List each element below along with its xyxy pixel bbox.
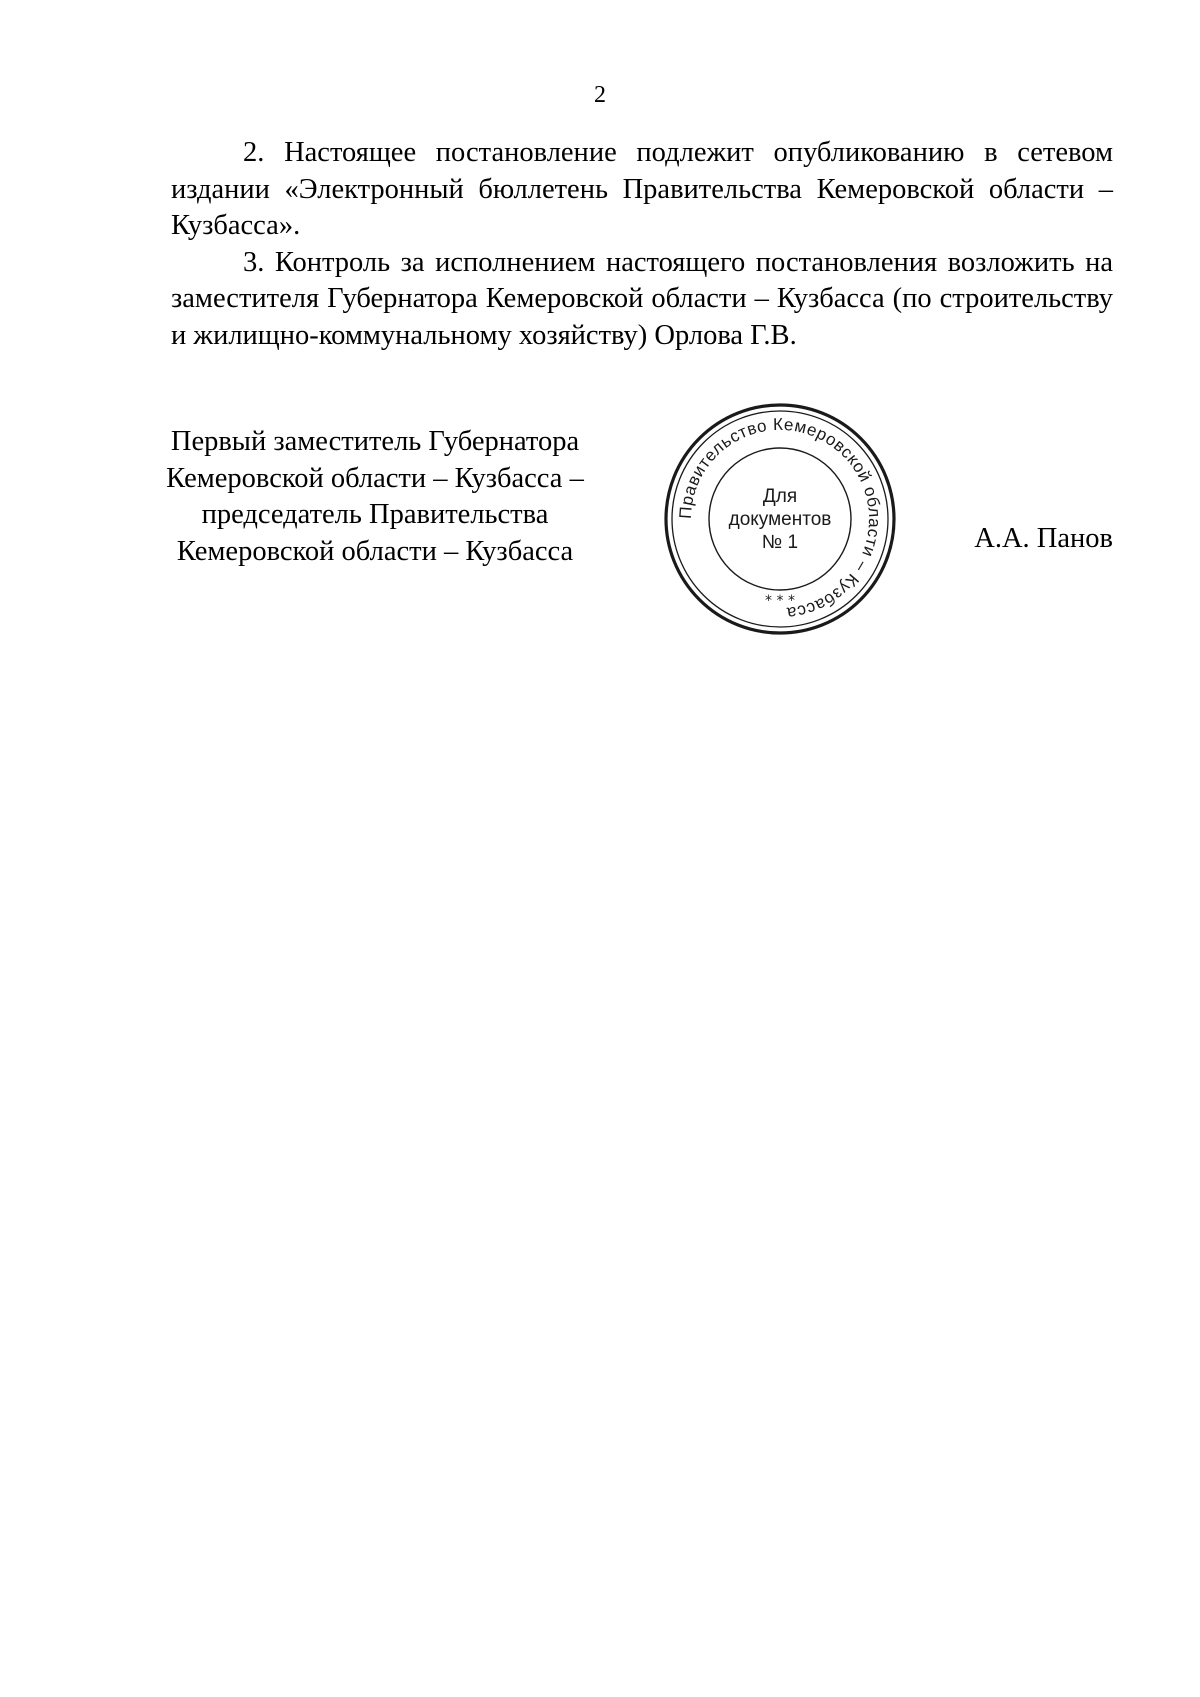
- signatory-title-line: Первый заместитель Губернатора: [170, 426, 580, 457]
- seal-graphic: [663, 402, 897, 636]
- signatory-title-line: председатель Правительства: [201, 499, 549, 530]
- document-body: [171, 135, 1113, 354]
- seal-center-line: № 1: [761, 532, 799, 553]
- signatory-title: [150, 424, 600, 570]
- page-number: 2: [594, 82, 606, 108]
- signatory-name: А.А. Панов: [974, 523, 1113, 554]
- paragraph-publication: 2. Настоящее постановление подлежит опубликованию в сетевом издании «Электронный бюллетень Правительства Кемеровской области – Кузбасса».: [171, 137, 1113, 241]
- seal-center-line: Для: [762, 486, 798, 507]
- signatory-title-line: Кемеровской области – Кузбасса: [176, 535, 574, 567]
- paragraph-control: 3. Контроль за исполнением настоящего постановления возложить на заместителя Губернатора Кемеровской области – Кузбасса (по строительству и жилищно-коммунальному хозяйству) Орлова Г.В.: [171, 246, 1113, 351]
- official-seal: [663, 402, 897, 636]
- seal-center-line: документов: [728, 509, 832, 530]
- seal-ring-text: Правительство Кемеровской области – Кузбасса: [675, 414, 885, 623]
- signatory-title-line: Кемеровской области – Кузбасса –: [166, 462, 584, 494]
- seal-stars: * * *: [765, 593, 795, 609]
